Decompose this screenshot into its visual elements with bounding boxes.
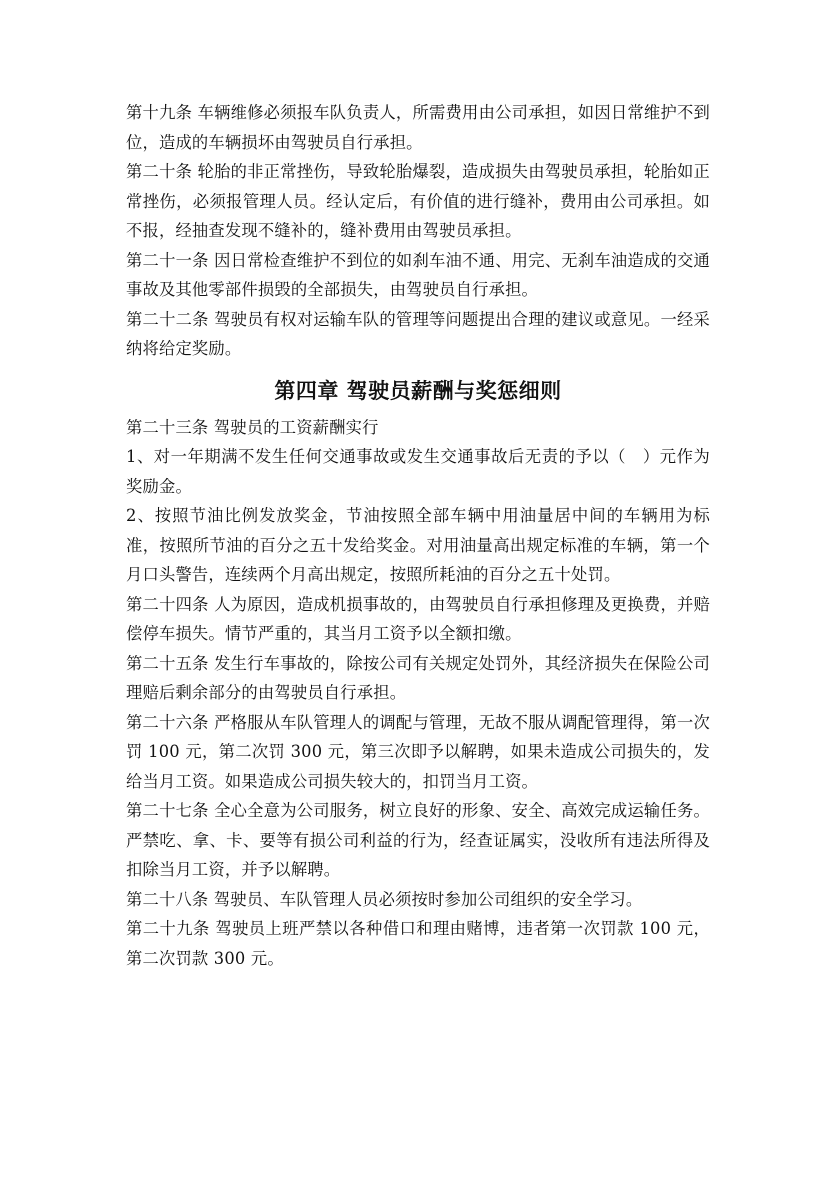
article-23: 第二十三条 驾驶员的工资薪酬实行 [126, 417, 379, 437]
article-20: 第二十条 轮胎的非正常挫伤，导致轮胎爆裂，造成损失由驾驶员承担，轮胎如正常挫伤，必须报管理人员。经认定后，有价值的进行缝补，费用由公司承担。如不报，经抽查发现不缝补的，缝补费用由驾驶员承担。 [126, 162, 710, 240]
article-27: 第二十七条 全心全意为公司服务，树立良好的形象、安全、高效完成运输任务。严禁吃、拿、卡、要等有损公司利益的行为，经查证属实，没收所有违法所得及扣除当月工资，并予以解聘。 [126, 801, 710, 879]
article-26: 第二十六条 严格服从车队管理人的调配与管理，无故不服从调配管理得，第一次罚 100 元，第二次罚 300 元，第三次即予以解聘，如果未造成公司损失的，发给当月工资。如果造成公司损失较大的，扣罚当月工资。 [126, 712, 710, 791]
article-24: 第二十四条 人为原因，造成机损事故的，由驾驶员自行承担修理及更换费，并赔偿停车损失。情节严重的，其当月工资予以全额扣缴。 [126, 594, 710, 643]
article-21: 第二十一条 因日常检查维护不到位的如刹车油不通、用完、无刹车油造成的交通事故及其他零部件损毁的全部损失，由驾驶员自行承担。 [126, 250, 710, 299]
article-28: 第二十八条 驾驶员、车队管理人员必须按时参加公司组织的安全学习。 [126, 889, 643, 909]
article-29: 第二十九条 驾驶员上班严禁以各种借口和理由赌博，违者第一次罚款 100 元，第二次罚款 300 元。 [126, 919, 710, 968]
article-22: 第二十二条 驾驶员有权对运输车队的管理等问题提出合理的建议或意见。一经采纳将给定奖励。 [126, 309, 710, 358]
article-19: 第十九条 车辆维修必须报车队负责人，所需费用由公司承担，如因日常维护不到位，造成的车辆损坏由驾驶员自行承担。 [126, 103, 710, 152]
article-23-item-1: 1、对一年期满不发生任何交通事故或发生交通事故后无责的予以（ ）元作为奖励金。 [126, 447, 710, 496]
chapter-title: 第四章 驾驶员薪酬与奖惩细则 [274, 378, 562, 403]
document-page [126, 98, 710, 973]
article-25: 第二十五条 发生行车事故的，除按公司有关规定处罚外，其经济损失在保险公司理赔后剩余部分的由驾驶员自行承担。 [126, 653, 710, 702]
article-23-item-2: 2、按照节油比例发放奖金，节油按照全部车辆中用油量居中间的车辆用为标准，按照所节油的百分之五十发给奖金。对用油量高出规定标准的车辆，第一个月口头警告，连续两个月高出规定，按照所耗油的百分之五十处罚。 [126, 506, 710, 584]
